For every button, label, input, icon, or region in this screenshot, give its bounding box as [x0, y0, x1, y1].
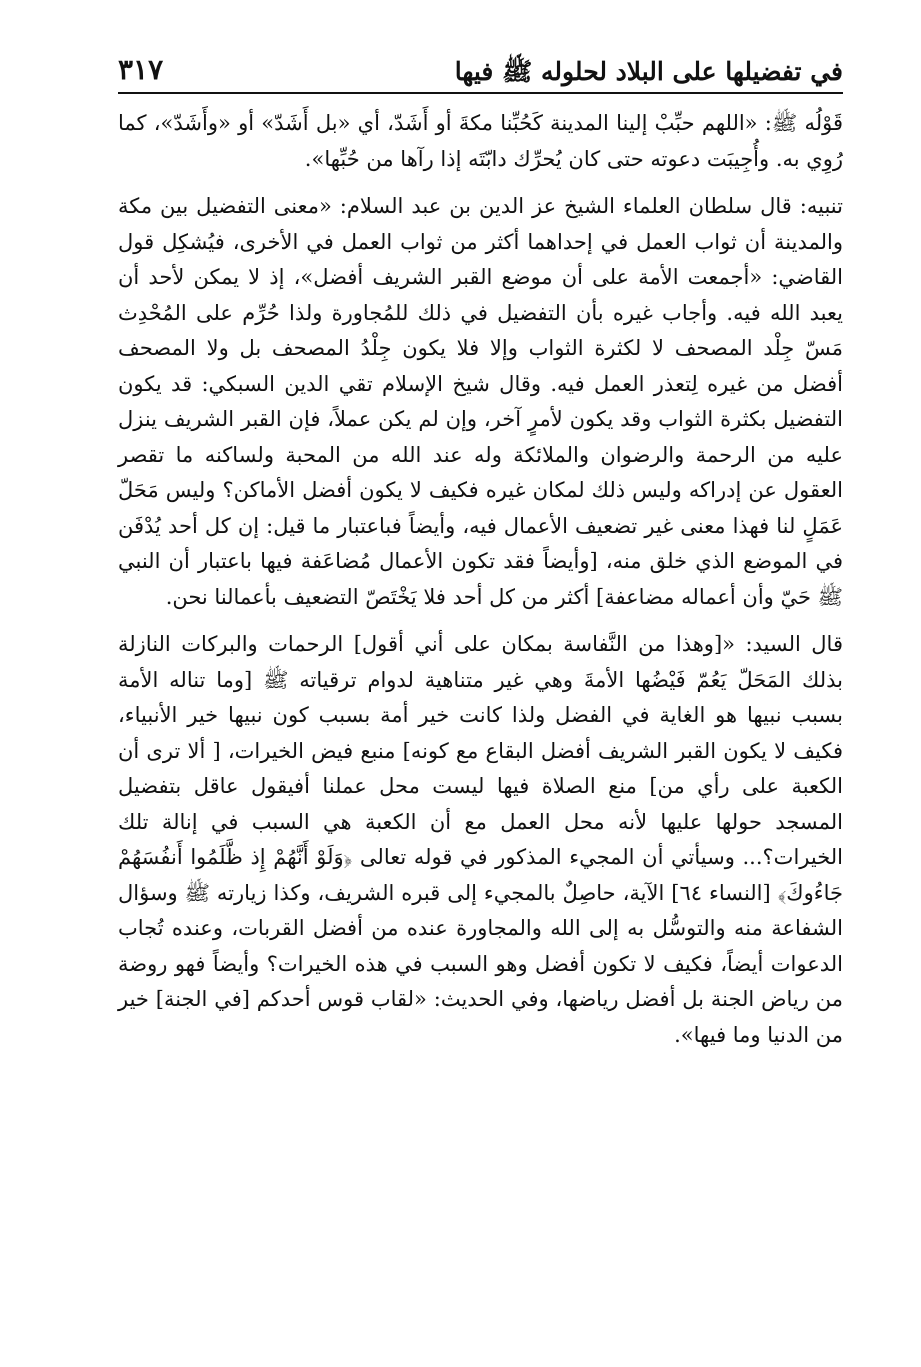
page-header [118, 44, 843, 94]
running-title: في تفضيلها على البلاد لحلوله ﷺ فيها [454, 57, 843, 86]
paragraph-sayyid: قال السيد: «[وهذا من النَّفاسة بمكان على أني أقول] الرحمات والبركات النازلة بذلك المَحَلّ يَعُمّ فَيْضُها الأمةَ وهي غير متناهية لدوام ترقياته ﷺ [وما تناله الأمة بسبب نبيها هو الغاية في الفضل ولذا كانت خير أمة بسبب كون نبيها خير الأنبياء، فكيف لا يكون القبر الشريف أفضل البقاع مع كونه] منبع فيض الخيرات، [ ألا ترى أن الكعبة على رأي من] منع الصلاة فيها ليست محل عملنا أفيقول عاقل بتفضيل المسجد حولها عليها لأنه محل العمل مع أن الكعبة هي السبب في إنالة تلك الخيرات؟... وسيأتي أن المجيء المذكور في قوله تعالى ﴿وَلَوْ أَنَّهُمْ إِذ ظَّلَمُوا أَنفُسَهُمْ جَاءُوكَ﴾ [النساء ٦٤] الآية، حاصِلٌ بالمجيء إلى قبره الشريف، وكذا زيارته ﷺ وسؤال الشفاعة منه والتوسُّل به إلى الله والمجاورة عنده من أفضل القربات، وعنده تُجاب الدعوات أيضاً، فكيف لا تكون أفضل وهو السبب في هذه الخيرات؟ وأيضاً فهو روضة من رياض الجنة بل أفضل رياضها، وفي الحديث: «لقاب قوس أحدكم [في الجنة] خير من الدنيا وما فيها». [118, 632, 843, 1047]
page-number: ٣١٧ [118, 53, 164, 86]
paragraph-hadith: قَوْلُه ﷺ: «اللهم حبِّبْ إلينا المدينة كَحُبِّنا مكةَ أو أَشَدّ، أي «بل أَشَدّ» أو «وأَشَدّ»، كما رُوِي به. وأُجِيبَت دعوته حتى كان يُحرِّك دابّتَه إذا رآها من حُبِّها». [118, 111, 843, 171]
paragraph-tanbih: تنبيه: قال سلطان العلماء الشيخ عز الدين بن عبد السلام: «معنى التفضيل بين مكة والمدينة أن ثواب العمل في إحداهما أكثر من ثواب العمل في الأخرى، فيُشكِل قول القاضي: «أجمعت الأمة على أن موضع القبر الشريف أفضل»، إذ لا يمكن لأحد أن يعبد الله فيه. وأجاب غيره بأن التفضيل في ذلك للمُجاورة ولذا حُرِّم على المُحْدِث مَسّ جِلْد المصحف لا لكثرة الثواب وإلا فلا يكون جِلْدُ المصحف بل ولا المصحف أفضل من غيره لِتعذر العمل فيه. وقال شيخ الإسلام تقي الدين السبكي: قد يكون التفضيل بكثرة الثواب وقد يكون لأمرٍ آخر، وإن لم يكن عملاً، فإن القبر الشريف ينزل عليه من الرحمة والرضوان والملائكة وله عند الله من المحبة ولساكنه ما تقصر العقول عن إدراكه وليس ذلك لمكان غيره فكيف لا يكون أفضل الأماكن؟ وليس مَحَلّ عَمَلٍ لنا فهذا معنى غير تضعيف الأعمال فيه، وأيضاً فباعتبار ما قيل: إن كل أحد يُدْفَن في الموضع الذي خلق منه، [وأيضاً فقد تكون الأعمال مُضاعَفة فيها باعتبار أن النبي ﷺ حَيّ وأن أعماله مضاعفة] أكثر من كل أحد فلا يَخْتَصّ التضعيف بأعمالنا نحن. [118, 194, 843, 609]
main-text [118, 100, 843, 1053]
